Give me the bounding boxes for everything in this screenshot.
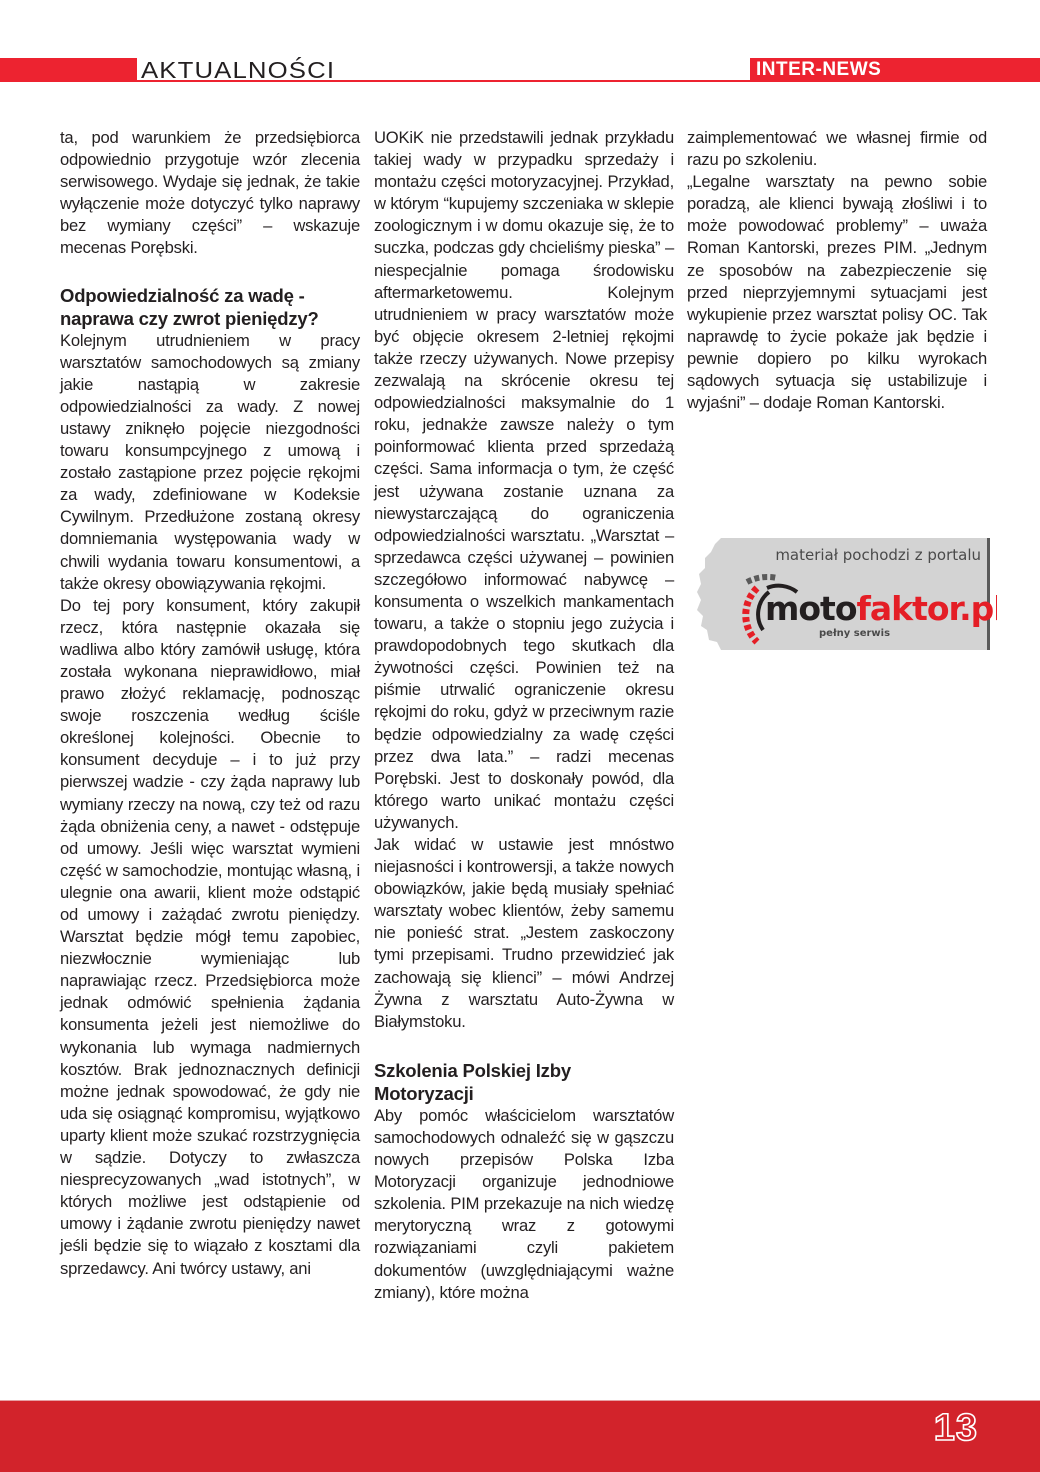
paragraph: „Legalne warsztaty na pewno sobie poradzą, ale klienci bywają złośliwi i to może powodować problemy” – uważa Roman Kantorski, prezes PIM. „Jednym ze sposobów na zabezpieczenie się przed nieprzyjemnymi sytuacjami jest wykupienie przez warsztat polisy OC. Tak naprawdę to życie pokaże jak będzie i pewnie dopiero po kilku wyrokach sądowych sytuacja się ustabilizuje i wyjaśni” – dodaje Roman Kantorski. [687, 172, 987, 413]
article-column-2 [374, 127, 674, 1304]
brand-moto: moto [765, 589, 857, 628]
svg-text:motofaktor.pl [765, 589, 997, 628]
source-caption: materiał pochodzi z portalu [775, 546, 981, 564]
brand-faktor: faktor.pl [856, 589, 997, 628]
page-number: 13 [933, 1407, 978, 1449]
section-title: AKTUALNOŚCI [141, 57, 336, 83]
paragraph: Aby pomóc właścicielom warsztatów samochodowych odnaleźć się w gąszczu nowych przepisów Polska Izba Motoryzacji organizuje jednodniowe szkolenia. PIM przekazuje na nich wiedzę merytoryczną wraz z gotowymi rozwiązaniami czyli pakietem dokumentów (uwzględniającymi ważne zmiany), które można [374, 1105, 674, 1302]
header-accent-bar-left [0, 58, 137, 82]
footer-bar [0, 1400, 1040, 1472]
paragraph: Kolejnym utrudnieniem w pracy warsztatów samochodowych są zmiany jakie nastąpią w zakresie odpowiedzialności za wady. Z nowej ustawy zniknęło pojęcie niezgodności towaru konsumpcyjnego z umową i zostało zastąpione przez pojęcie rękojmi za wady, zdefiniowane w Kodeksie Cywilnym. Przedłużone zostaną okresy domniemania występowania wady w chwili wydania towaru konsumentowi, a także okresy obowiązywania rękojmi. [60, 330, 360, 593]
source-badge[interactable] [697, 530, 997, 658]
paragraph: zaimplementować we własnej firmie od razu po szkoleniu. [687, 128, 987, 170]
paragraph: ta, pod warunkiem że przedsiębiorca odpowiednio przygotuje wzór zlecenia serwisowego. Wydaje się jednak, że takie wyłączenie może dotyczyć tylko naprawy bez wymiany części” – wskazuje mecenas Porębski. [60, 128, 360, 258]
motofaktor-logo [697, 530, 997, 658]
subheading: Odpowiedzialność za wadę - naprawa czy zwrot pieniędzy? [60, 284, 319, 329]
article-column-3 [687, 127, 987, 414]
subheading: Szkolenia Polskiej Izby Motoryzacji [374, 1059, 571, 1104]
article-column-1 [60, 127, 360, 1280]
header-badge: INTER-NEWS [756, 59, 882, 80]
paragraph: Jak widać w ustawie jest mnóstwo niejasności i kontrowersji, a także nowych obowiązków, jakie będą musiały spełniać warsztaty wobec klientów, żeby samemu nie ponieść strat. „Jestem zaskoczony tymi przepisami. Trudno przewidzieć jak zachowają się klienci” – mówi Andrzej Żywna z warsztatu Auto-Żywna w Białymstoku. [374, 835, 674, 1031]
brand-tagline: pełny serwis [819, 628, 891, 639]
paragraph: Do tej pory konsument, który zakupił rzecz, która następnie okazała się wadliwa albo który zamówił usługę, która została wykonana nieprawidłowo, miał prawo złożyć reklamację, podnosząc swoje roszczenia według ściśle określonej kolejności. Obecnie to konsument decyduje – i to już przy pierwszej wadzie - czy żąda naprawy lub wymiany rzeczy na nową, czy też od razu żąda obniżenia ceny, a nawet - odstępuje od umowy. Jeśli więc warsztat wymieni część w samochodzie, montując własną, i ulegnie ona awarii, klient może odstąpić od umowy i zażądać zwrotu pieniędzy. Warsztat będzie mógł temu zapobiec, niezwłocznie wymieniając lub naprawiając rzecz. Przedsiębiorca może jednak odmówić spełnienia żądania konsumenta jeżeli jest niemożliwe do wykonania lub wymaga nadmiernych kosztów. Brak jednoznacznych definicji możne jednak spowodować, że gdy nie uda się osiągnąć kompromisu, wyjątkowo uparty klient może szukać rozstrzygnięcia w sądzie. Dotyczy to zwłaszcza niesprecyzowanych „wad istotnych”, w których możliwe jest odstąpienie od umowy i żądanie zwrotu pieniędzy nawet jeśli będzie się to wiązało z kosztami dla sprzedawcy. Ani twórcy ustawy, ani [60, 595, 360, 1278]
paragraph: UOKiK nie przedstawili jednak przykładu takiej wady w przypadku sprzedaży i montażu części motoryzacyjnej. Przykład, w którym “kupujemy szczeniaka w sklepie zoologicznym i w domu okazuje się, że to suczka, podczas gdy chcieliśmy pieska” – niespecjalnie pomaga środowisku aftermarketowemu. Kolejnym utrudnieniem w pracy warsztatów może być objęcie okresem 2-letniej rękojmi także rzeczy używanych. Nowe przepisy zezwalają na skrócenie okresu tej odpowiedzialności maksymalnie do 1 roku, jednakże zawsze należy o tym poinformować klienta przed sprzedażą części. Sama informacja o tym, że część jest używana zostanie uznana za niewystarczającą do ograniczenia odpowiedzialności warsztatu. „Warsztat – sprzedawca części używanej – powinien szczegółowo informować nabywcę – konsumenta o wszelkich mankamentach towaru, a także o stopniu jego zużycia i prawdopodobnych tego skutkach dla żywotności części. Powinien też na piśmie utrwalić ograniczenie okresu rękojmi do roku, gdyż w przeciwnym razie będzie odpowiedzialny za wadę części przez dwa lata.” – radzi mecenas Porębski. Jest to doskonały powód, dla którego warto unikać montażu części używanych. [374, 128, 674, 832]
